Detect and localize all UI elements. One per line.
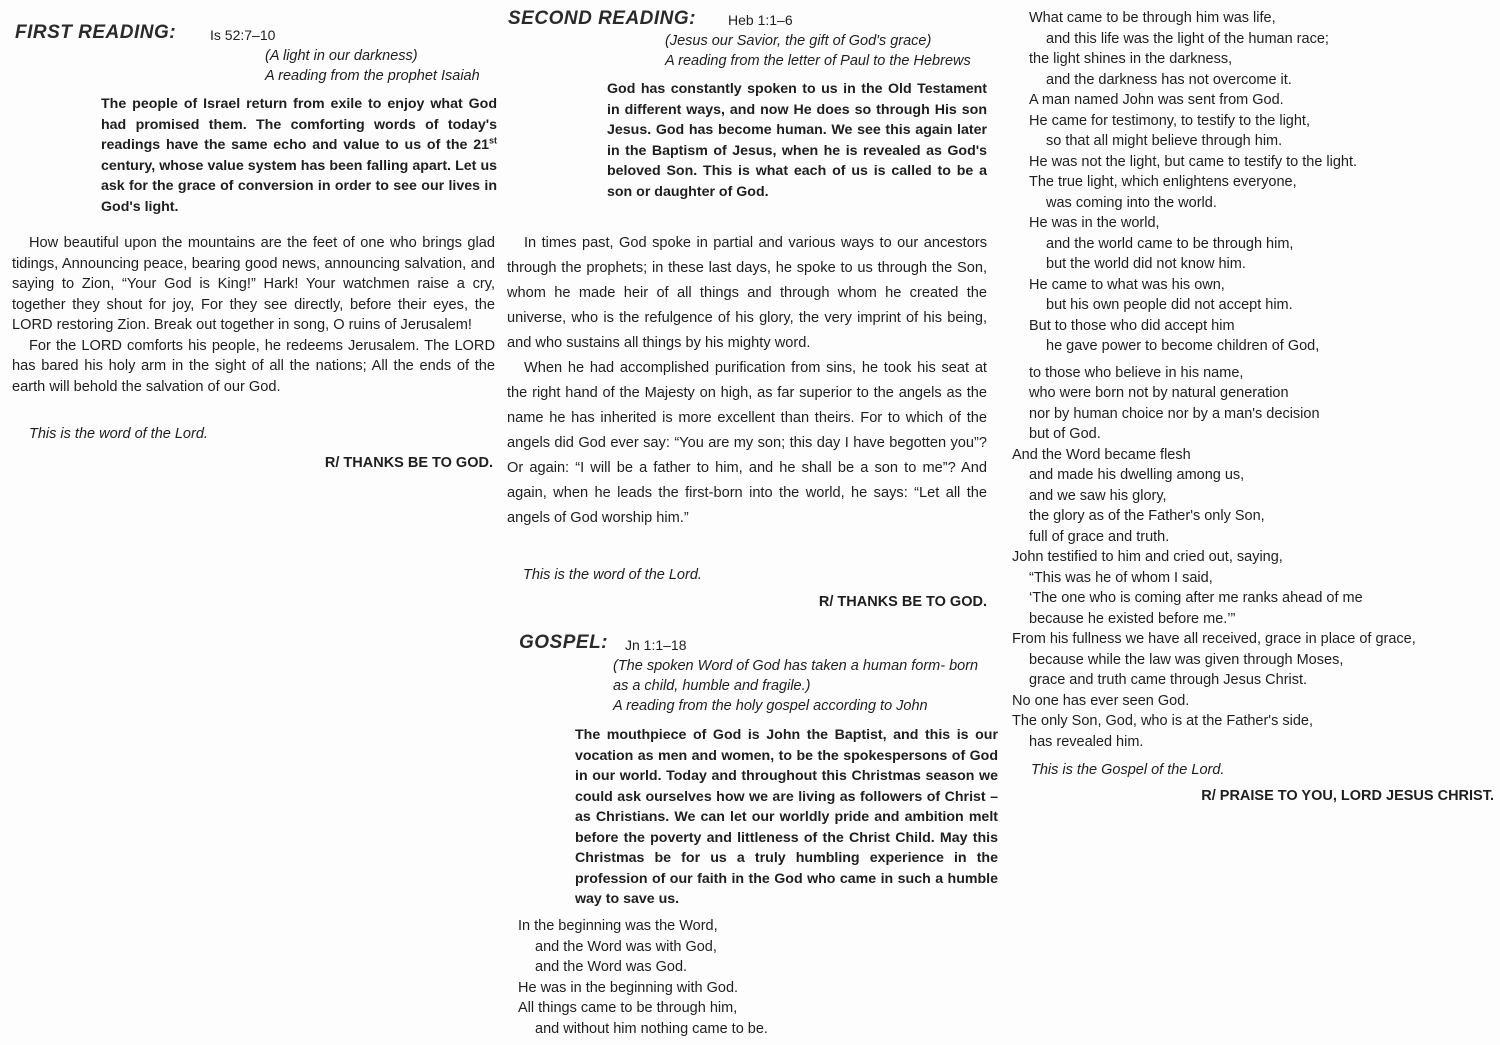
second-reading-source: A reading from the letter of Paul to the Hebrews: [665, 53, 971, 69]
first-reading-body: [12, 233, 495, 397]
gospel-verse-line: and the world came to be through him,: [1046, 235, 1294, 252]
gospel-verse-line: He came for testimony, to testify to the light,: [1029, 112, 1310, 129]
reading-paragraph: For the LORD comforts his people, he redeems Jerusalem. The LORD has bared his holy arm in the sight of all the nations; All the ends of the earth will behold the salvation of our God.: [12, 337, 495, 395]
gospel-subtitle-1: (The spoken Word of God has taken a human form- born: [613, 658, 979, 674]
gospel-verse-line: to those who believe in his name,: [1029, 364, 1244, 381]
second-reading-ref: Heb 1:1–6: [728, 12, 793, 28]
gospel-verse-line: From his fullness we have all received, grace in place of grace,: [1012, 631, 1416, 647]
reading-paragraph: When he had accomplished purification from sins, he took his seat at the right hand of the Majesty on high, as far superior to the angels as the name he has inherited is more excellent than theirs. For to which of the angels did God ever say: “You are my son; this day I have begotten you”? Or again: “I will be a father to him, and he shall be a son to me”? And again, when he leads the first-born into the world, he says: “Let all the angels of God worship him.”: [507, 360, 987, 526]
gospel-verse-line: but of God.: [1029, 426, 1101, 442]
gospel-verse-line: and made his dwelling among us,: [1029, 467, 1245, 483]
gospel-verse-line: and the Word was God.: [535, 959, 688, 975]
first-reading-ref: Is 52:7–10: [210, 27, 276, 43]
gospel-verse-line: A man named John was sent from God.: [1029, 92, 1284, 108]
gospel-verse-line: has revealed him.: [1029, 733, 1144, 750]
second-reading-title: SECOND READING:: [508, 8, 697, 29]
gospel-verse-line: and this life was the light of the human race;: [1046, 30, 1329, 47]
gospel-verse-line: because he existed before me.’”: [1029, 610, 1236, 627]
gospel-verse-line: The true light, which enlightens everyone,: [1029, 174, 1297, 190]
second-reading-closing: This is the word of the Lord.: [523, 567, 702, 583]
second-reading-intro: God has constantly spoken to us in the Old Testament in different ways, and now He does so through His son Jesus. God has become human. We see this again later in the Baptism of Jesus, when he is revealed as God's beloved Son. This is what each of us is called to be a son or daughter of God.: [607, 81, 987, 200]
second-reading-body: [507, 231, 987, 531]
gospel-verses-part-2: [1012, 8, 1416, 752]
second-reading-response: R/ THANKS BE TO GOD.: [818, 594, 987, 610]
first-reading-closing: This is the word of the Lord.: [29, 426, 208, 442]
gospel-verse-line: What came to be through him was life,: [1029, 10, 1276, 26]
gospel-intro: The mouthpiece of God is John the Baptist, and this is our vocation as men and women, to be the spokespersons of God in our world. Today and throughout this Christmas season we could ask ourselves how we are living as followers of Christ – as Christians. We can let our worldly pride and ambition melt before the poverty and littleness of the Christ Child. May this Christmas be for us a truly humbling experience in the profession of our faith in the God who came in such a humble way to save us.: [575, 727, 998, 907]
gospel-verse-line: He was in the beginning with God.: [518, 979, 739, 996]
gospel-verse-line: the light shines in the darkness,: [1029, 51, 1233, 67]
first-reading-subtitle: (A light in our darkness): [265, 48, 418, 64]
gospel-verse-line: but his own people did not accept him.: [1046, 297, 1293, 313]
gospel-verse-line: He was in the world,: [1029, 215, 1160, 231]
gospel-verse-line: and without him nothing came to be.: [535, 1020, 768, 1037]
gospel-verse-line: But to those who did accept him: [1029, 317, 1235, 334]
gospel-verse-line: full of grace and truth.: [1029, 528, 1170, 545]
gospel-verse-line: the glory as of the Father's only Son,: [1029, 508, 1265, 524]
gospel-verse-line: ‘The one who is coming after me ranks ahead of me: [1029, 590, 1363, 606]
gospel-verse-line: “This was he of whom I said,: [1029, 569, 1213, 586]
second-reading-subtitle: (Jesus our Savior, the gift of God's grace): [665, 33, 932, 49]
gospel-verse-line: No one has ever seen God.: [1012, 692, 1190, 709]
gospel-verses-part-1: [518, 916, 768, 1039]
gospel-verse-line: and the darkness has not overcome it.: [1046, 71, 1292, 88]
gospel-verse-line: was coming into the world.: [1046, 194, 1217, 211]
first-reading-source: A reading from the prophet Isaiah: [265, 68, 480, 84]
gospel-source: A reading from the holy gospel according to John: [613, 698, 928, 714]
gospel-verse-line: And the Word became flesh: [1012, 446, 1191, 463]
gospel-verse-line: grace and truth came through Jesus Christ.: [1029, 672, 1308, 688]
gospel-verse-line: The only Son, God, who is at the Father's side,: [1012, 713, 1313, 729]
gospel-verse-line: In the beginning was the Word,: [518, 918, 718, 934]
gospel-subtitle-2: as a child, humble and fragile.): [613, 678, 811, 694]
gospel-verse-line: but the world did not know him.: [1046, 256, 1246, 272]
gospel-ref: Jn 1:1–18: [625, 637, 687, 653]
gospel-verse-line: and the Word was with God,: [535, 938, 717, 955]
gospel-verse-line: he gave power to become children of God,: [1046, 338, 1320, 354]
intro-text-b: century, whose value system has been falling apart. Let us ask for the grace of conversion in order to see our lives in God's light.: [101, 157, 497, 215]
gospel-title: GOSPEL:: [519, 632, 609, 653]
reading-paragraph: How beautiful upon the mountains are the feet of one who brings glad tidings, Announcing peace, bearing good news, announcing salvation, and saying to Zion, “Your God is King!” Hark! Your watchmen raise a cry, together they shout for joy, For they see directly, before their eyes, the LORD restoring Zion. Break out together in song, O ruins of Jerusalem!: [12, 235, 495, 333]
gospel-verse-line: and we saw his glory,: [1029, 487, 1167, 504]
first-reading-intro: [101, 94, 497, 217]
gospel-verse-line: He was not the light, but came to testify to the light.: [1029, 153, 1358, 170]
gospel-response: R/ PRAISE TO YOU, LORD JESUS CHRIST.: [1201, 788, 1494, 804]
gospel-verse-line: so that all might believe through him.: [1046, 133, 1283, 149]
gospel-verse-line: who were born not by natural generation: [1029, 385, 1289, 401]
first-reading-title: FIRST READING:: [15, 22, 177, 43]
intro-text-a: The people of Israel return from exile to enjoy what God had promised them. The comforting words of today's readings have the same echo and value to us of the 21: [101, 96, 497, 153]
gospel-closing: This is the Gospel of the Lord.: [1031, 762, 1225, 778]
first-reading-response: R/ THANKS BE TO GOD.: [324, 455, 493, 471]
gospel-verse-line: He came to what was his own,: [1029, 276, 1225, 293]
gospel-verse-line: All things came to be through him,: [518, 1000, 738, 1016]
gospel-verse-line: John testified to him and cried out, saying,: [1012, 549, 1283, 565]
gospel-verse-line: because while the law was given through Moses,: [1029, 651, 1344, 668]
gospel-verse-line: nor by human choice nor by a man's decision: [1029, 405, 1320, 422]
reading-paragraph: In times past, God spoke in partial and various ways to our ancestors through the prophets; in these last days, he spoke to us through the Son, whom he made heir of all things and through whom he created the universe, who is the refulgence of his glory, the very imprint of his being, and who sustains all things by his mighty word.: [507, 235, 987, 351]
intro-superscript: st: [488, 135, 497, 146]
